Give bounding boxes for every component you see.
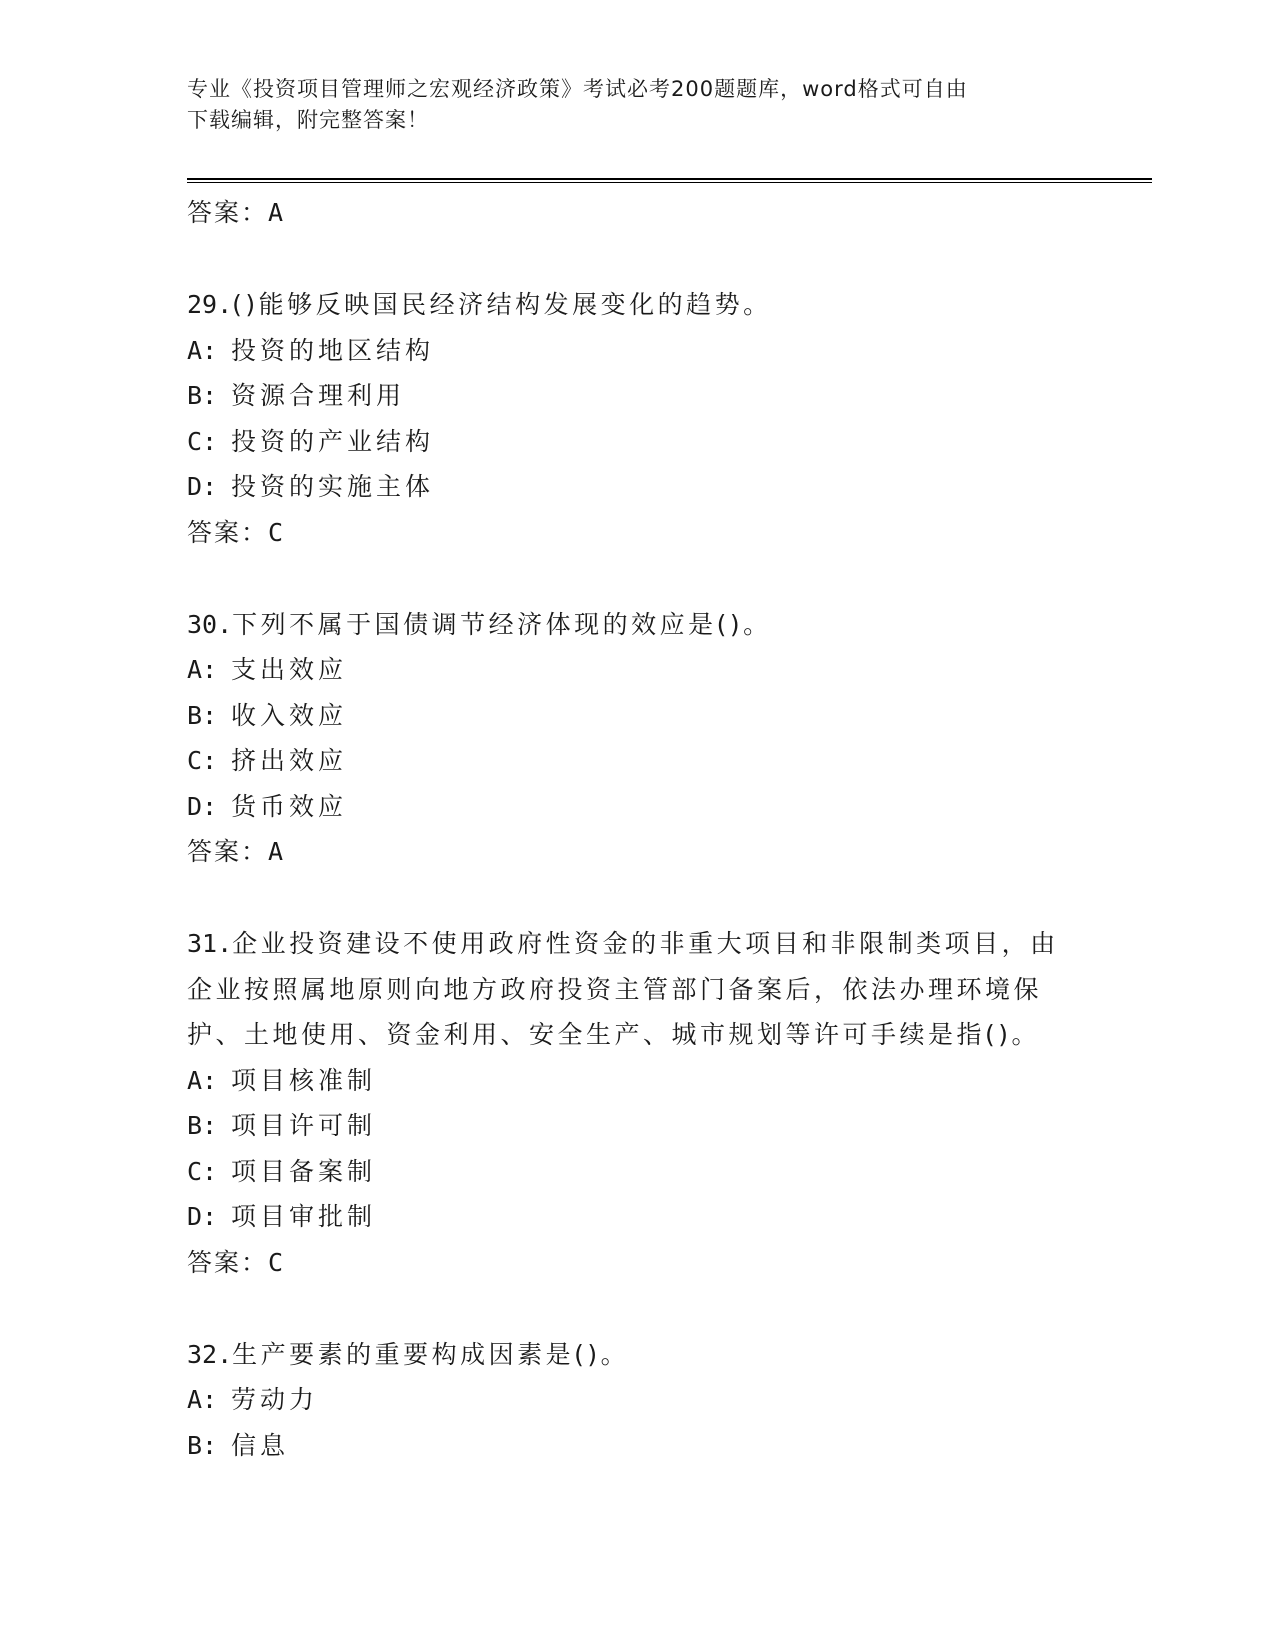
- question-30: [187, 602, 1087, 876]
- option-b: [187, 1103, 1087, 1149]
- option-c: [187, 419, 1087, 465]
- option-text: 投资的地区结构: [231, 335, 435, 365]
- option-text: 项目备案制: [231, 1156, 377, 1186]
- question-number: 29.: [187, 290, 233, 319]
- option-key: A:: [187, 335, 218, 365]
- question-list: [187, 190, 1087, 1468]
- option-a: [187, 647, 1087, 693]
- option-key: C:: [187, 426, 218, 456]
- option-key: B:: [187, 1111, 218, 1140]
- option-key: D:: [187, 791, 218, 821]
- option-b: [187, 373, 1087, 419]
- option-key: B:: [187, 1430, 218, 1460]
- option-b: [187, 693, 1087, 739]
- document-header: [187, 74, 1087, 136]
- question-stem: [187, 602, 1087, 648]
- option-key: A:: [187, 655, 218, 684]
- question-text: 生产要素的重要构成因素是()。: [232, 1339, 630, 1369]
- option-text: 货币效应: [231, 791, 348, 821]
- question-number: 30.: [187, 609, 233, 639]
- option-key: A:: [187, 1385, 218, 1414]
- header-divider-thin: [187, 182, 1152, 183]
- option-d: [187, 784, 1087, 830]
- question-31: [187, 921, 1087, 1286]
- question-32: [187, 1332, 1087, 1469]
- question-number: 32.: [187, 1339, 233, 1369]
- option-text: 支出效应: [231, 655, 348, 684]
- option-c: [187, 738, 1087, 784]
- answer-label: 答案：: [187, 837, 269, 866]
- answer-value: C: [268, 517, 286, 547]
- answer-value: A: [268, 837, 286, 866]
- answer-value: A: [268, 198, 286, 227]
- answer-value: C: [268, 1247, 286, 1277]
- option-text: 项目审批制: [231, 1202, 377, 1231]
- option-a: [187, 1377, 1087, 1423]
- option-text: 劳动力: [231, 1385, 319, 1414]
- answer-line: [187, 510, 1087, 556]
- option-key: D:: [187, 1202, 218, 1231]
- answer-label: 答案：: [187, 517, 269, 547]
- option-text: 信息: [231, 1430, 290, 1460]
- answer-label: 答案：: [187, 1247, 269, 1277]
- option-key: C:: [187, 1156, 218, 1186]
- option-text: 投资的实施主体: [231, 472, 435, 501]
- question-29: [187, 282, 1087, 556]
- option-c: [187, 1149, 1087, 1195]
- option-key: A:: [187, 1065, 218, 1095]
- answer-label: 答案：: [187, 198, 269, 227]
- question-stem: [187, 282, 1087, 328]
- option-text: 项目核准制: [231, 1065, 377, 1095]
- header-divider-thick: [187, 178, 1152, 180]
- header-line-1: 专业《投资项目管理师之宏观经济政策》考试必考200题题库，word格式可自由: [187, 77, 968, 101]
- option-key: B:: [187, 700, 218, 730]
- answer-line: [187, 829, 1087, 875]
- option-text: 项目许可制: [231, 1111, 377, 1140]
- option-a: [187, 328, 1087, 374]
- question-number: 31.: [187, 929, 233, 958]
- question-text: 企业投资建设不使用政府性资金的非重大项目和非限制类项目，由企业按照属地原则向地方政府投资主管部门备案后，依法办理环境保护、土地使用、资金利用、安全生产、城市规划等许可手续是指()。: [187, 929, 1059, 1049]
- option-text: 收入效应: [231, 700, 348, 730]
- question-text: 下列不属于国债调节经济体现的效应是()。: [232, 609, 772, 639]
- header-line-2: 下载编辑，附完整答案！: [187, 108, 429, 132]
- option-d: [187, 464, 1087, 510]
- question-text: ()能够反映国民经济结构发展变化的趋势。: [232, 290, 772, 319]
- question-stem: [187, 1332, 1087, 1378]
- option-d: [187, 1194, 1087, 1240]
- option-a: [187, 1058, 1087, 1104]
- option-text: 投资的产业结构: [231, 426, 435, 456]
- option-text: 挤出效应: [231, 746, 348, 775]
- answer-line: [187, 190, 1087, 236]
- option-key: C:: [187, 746, 218, 775]
- answer-line: [187, 1240, 1087, 1286]
- question-stem: [187, 921, 1087, 1058]
- option-key: D:: [187, 472, 218, 501]
- option-key: B:: [187, 381, 218, 410]
- option-text: 资源合理利用: [231, 381, 406, 410]
- option-b: [187, 1423, 1087, 1469]
